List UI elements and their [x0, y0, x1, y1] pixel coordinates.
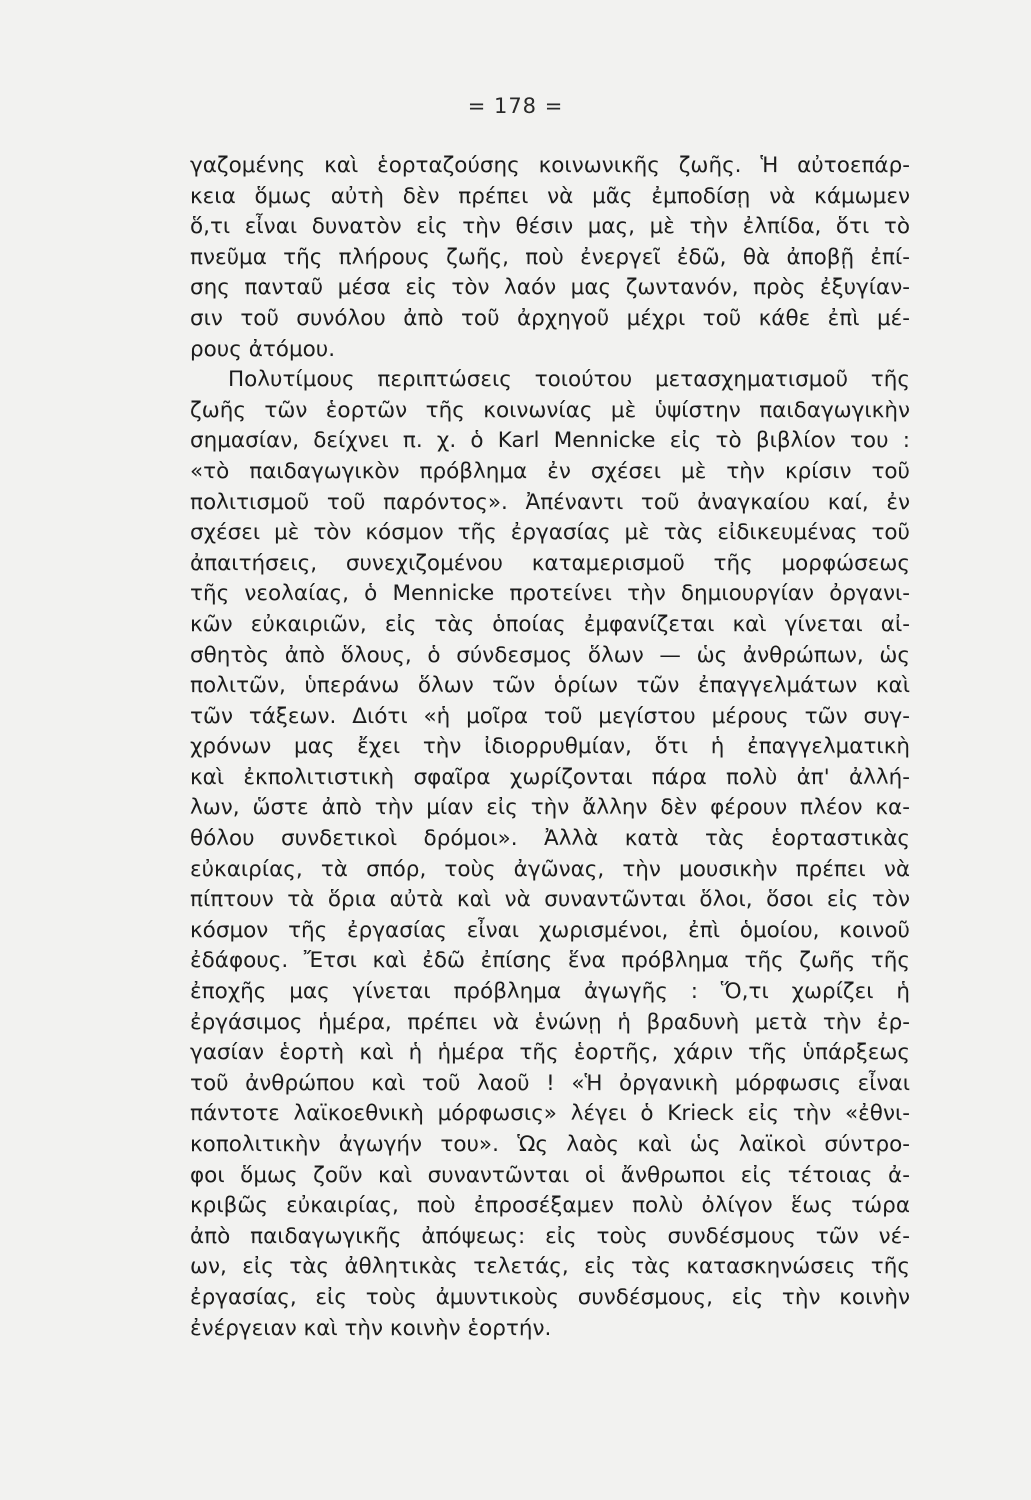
- text-line: σης πανταῦ μέσα εἰς τὸν λαόν μας ζωντανόν, πρὸς ἐξυγίαν-: [190, 275, 910, 301]
- text-line: ων, εἰς τὰς ἀθλητικὰς τελετάς, εἰς τὰς κατασκηνώσεις τῆς: [190, 1254, 910, 1280]
- text-line: κῶν εὐκαιριῶν, εἰς τὰς ὁποίας ἐμφανίζεται καὶ γίνεται αἰ-: [190, 611, 910, 637]
- text-line: λων, ὥστε ἀπὸ τὴν μίαν εἰς τὴν ἄλλην δὲν φέρουν πλέον κα-: [190, 795, 910, 821]
- text-line: σχέσει μὲ τὸν κόσμον τῆς ἐργασίας μὲ τὰς εἰδικευμένας τοῦ: [190, 520, 910, 546]
- text-line: «τὸ παιδαγωγικὸν πρόβλημα ἐν σχέσει μὲ τὴν κρίσιν τοῦ: [190, 458, 910, 484]
- text-line: χρόνων μας ἔχει τὴν ἰδιορρυθμίαν, ὅτι ἡ ἐπαγγελματικὴ: [190, 734, 910, 760]
- text-line: τοῦ ἀνθρώπου καὶ τοῦ λαοῦ ! «Ἡ ὀργανικὴ μόρφωσις εἶναι: [190, 1070, 910, 1096]
- text-line: σημασίαν, δείχνει π. χ. ὁ Karl Mennicke εἰς τὸ βιβλίον του :: [190, 428, 910, 454]
- text-line: σθητὸς ἀπὸ ὅλους, ὁ σύνδεσμος ὅλων — ὡς ἀνθρώπων, ὡς: [190, 642, 910, 668]
- body-text: [190, 151, 910, 1344]
- text-line: ἐργασίας, εἰς τοὺς ἀμυντικοὺς συνδέσμους, εἰς τὴν κοινὴν: [190, 1284, 910, 1310]
- page-number: = 178 =: [467, 94, 564, 118]
- text-line: ὅ,τι εἶναι δυνατὸν εἰς τὴν θέσιν μας, μὲ τὴν ἐλπίδα, ὅτι τὸ: [190, 214, 910, 240]
- text-line: εὐκαιρίας, τὰ σπόρ, τοὺς ἀγῶνας, τὴν μουσικὴν πρέπει νὰ: [190, 856, 910, 882]
- text-line: κριβῶς εὐκαιρίας, ποὺ ἐπροσέξαμεν πολὺ ὀλίγον ἕως τώρα: [190, 1193, 910, 1219]
- text-line: ἐποχῆς μας γίνεται πρόβλημα ἀγωγῆς : Ὅ,τι χωρίζει ἡ: [190, 979, 910, 1005]
- text-line: γαζομένης καὶ ἑορταζούσης κοινωνικῆς ζωῆς. Ἡ αὐτοεπάρ-: [190, 153, 910, 178]
- text-line: Πολυτίμους περιπτώσεις τοιούτου μετασχηματισμοῦ τῆς: [228, 367, 910, 393]
- text-line: πολιτῶν, ὑπεράνω ὅλων τῶν ὁρίων τῶν ἐπαγγελμάτων καὶ: [190, 673, 910, 699]
- text-line: πίπτουν τὰ ὅρια αὐτὰ καὶ νὰ συναντῶνται ὅλοι, ὅσοι εἰς τὸν: [190, 887, 910, 913]
- text-line: καὶ ἐκπολιτιστικὴ σφαῖρα χωρίζονται πάρα πολὺ ἀπ' ἀλλή-: [190, 764, 910, 790]
- text-line: πάντοτε λαϊκοεθνικὴ μόρφωσις» λέγει ὁ Krieck εἰς τὴν «ἐθνι-: [190, 1101, 910, 1127]
- text-line: τῶν τάξεων. Διότι «ἡ μοῖρα τοῦ μεγίστου μέρους τῶν συγ-: [190, 703, 910, 729]
- text-line: κόσμον τῆς ἐργασίας εἶναι χωρισμένοι, ἐπὶ ὁμοίου, κοινοῦ: [190, 917, 910, 943]
- text-line: ρους ἀτόμου.: [190, 336, 336, 362]
- text-line: κεια ὅμως αὐτὴ δὲν πρέπει νὰ μᾶς ἐμποδίσῃ νὰ κάμωμεν: [190, 183, 910, 209]
- text-line: πνεῦμα τῆς πλήρους ζωῆς, ποὺ ἐνεργεῖ ἐδῶ, θὰ ἀποβῇ ἐπί-: [190, 244, 910, 270]
- text-line: ἐδάφους. Ἔτσι καὶ ἐδῶ ἐπίσης ἕνα πρόβλημα τῆς ζωῆς τῆς: [190, 948, 910, 974]
- text-line: ἀπὸ παιδαγωγικῆς ἀπόψεως: εἰς τοὺς συνδέσμους τῶν νέ-: [190, 1223, 910, 1249]
- text-line: γασίαν ἑορτὴ καὶ ἡ ἡμέρα τῆς ἑορτῆς, χάριν τῆς ὑπάρξεως: [190, 1040, 910, 1066]
- text-line: σιν τοῦ συνόλου ἀπὸ τοῦ ἀρχηγοῦ μέχρι τοῦ κάθε ἐπὶ μέ-: [190, 305, 910, 331]
- text-line: φοι ὅμως ζοῦν καὶ συναντῶνται οἱ ἄνθρωποι εἰς τέτοιας ἀ-: [190, 1162, 910, 1188]
- text-line: ζωῆς τῶν ἑορτῶν τῆς κοινωνίας μὲ ὑψίστην παιδαγωγικὴν: [190, 397, 910, 423]
- text-line: κοπολιτικὴν ἀγωγήν του». Ὡς λαὸς καὶ ὡς λαϊκοὶ σύντρο-: [190, 1132, 910, 1157]
- text-line: ἀπαιτήσεις, συνεχιζομένου καταμερισμοῦ τῆς μορφώσεως: [190, 550, 910, 576]
- text-line: θόλου συνδετικοὶ δρόμοι». Ἀλλὰ κατὰ τὰς ἑορταστικὰς: [190, 826, 910, 852]
- text-line: ἐργάσιμος ἡμέρα, πρέπει νὰ ἑνώνῃ ἡ βραδυνὴ μετὰ τὴν ἐρ-: [190, 1009, 910, 1035]
- text-line: ἐνέργειαν καὶ τὴν κοινὴν ἑορτήν.: [190, 1315, 552, 1341]
- text-line: πολιτισμοῦ τοῦ παρόντος». Ἀπέναντι τοῦ ἀναγκαίου καί, ἐν: [190, 489, 910, 515]
- text-line: τῆς νεολαίας, ὁ Mennicke προτείνει τὴν δημιουργίαν ὀργανι-: [190, 581, 910, 607]
